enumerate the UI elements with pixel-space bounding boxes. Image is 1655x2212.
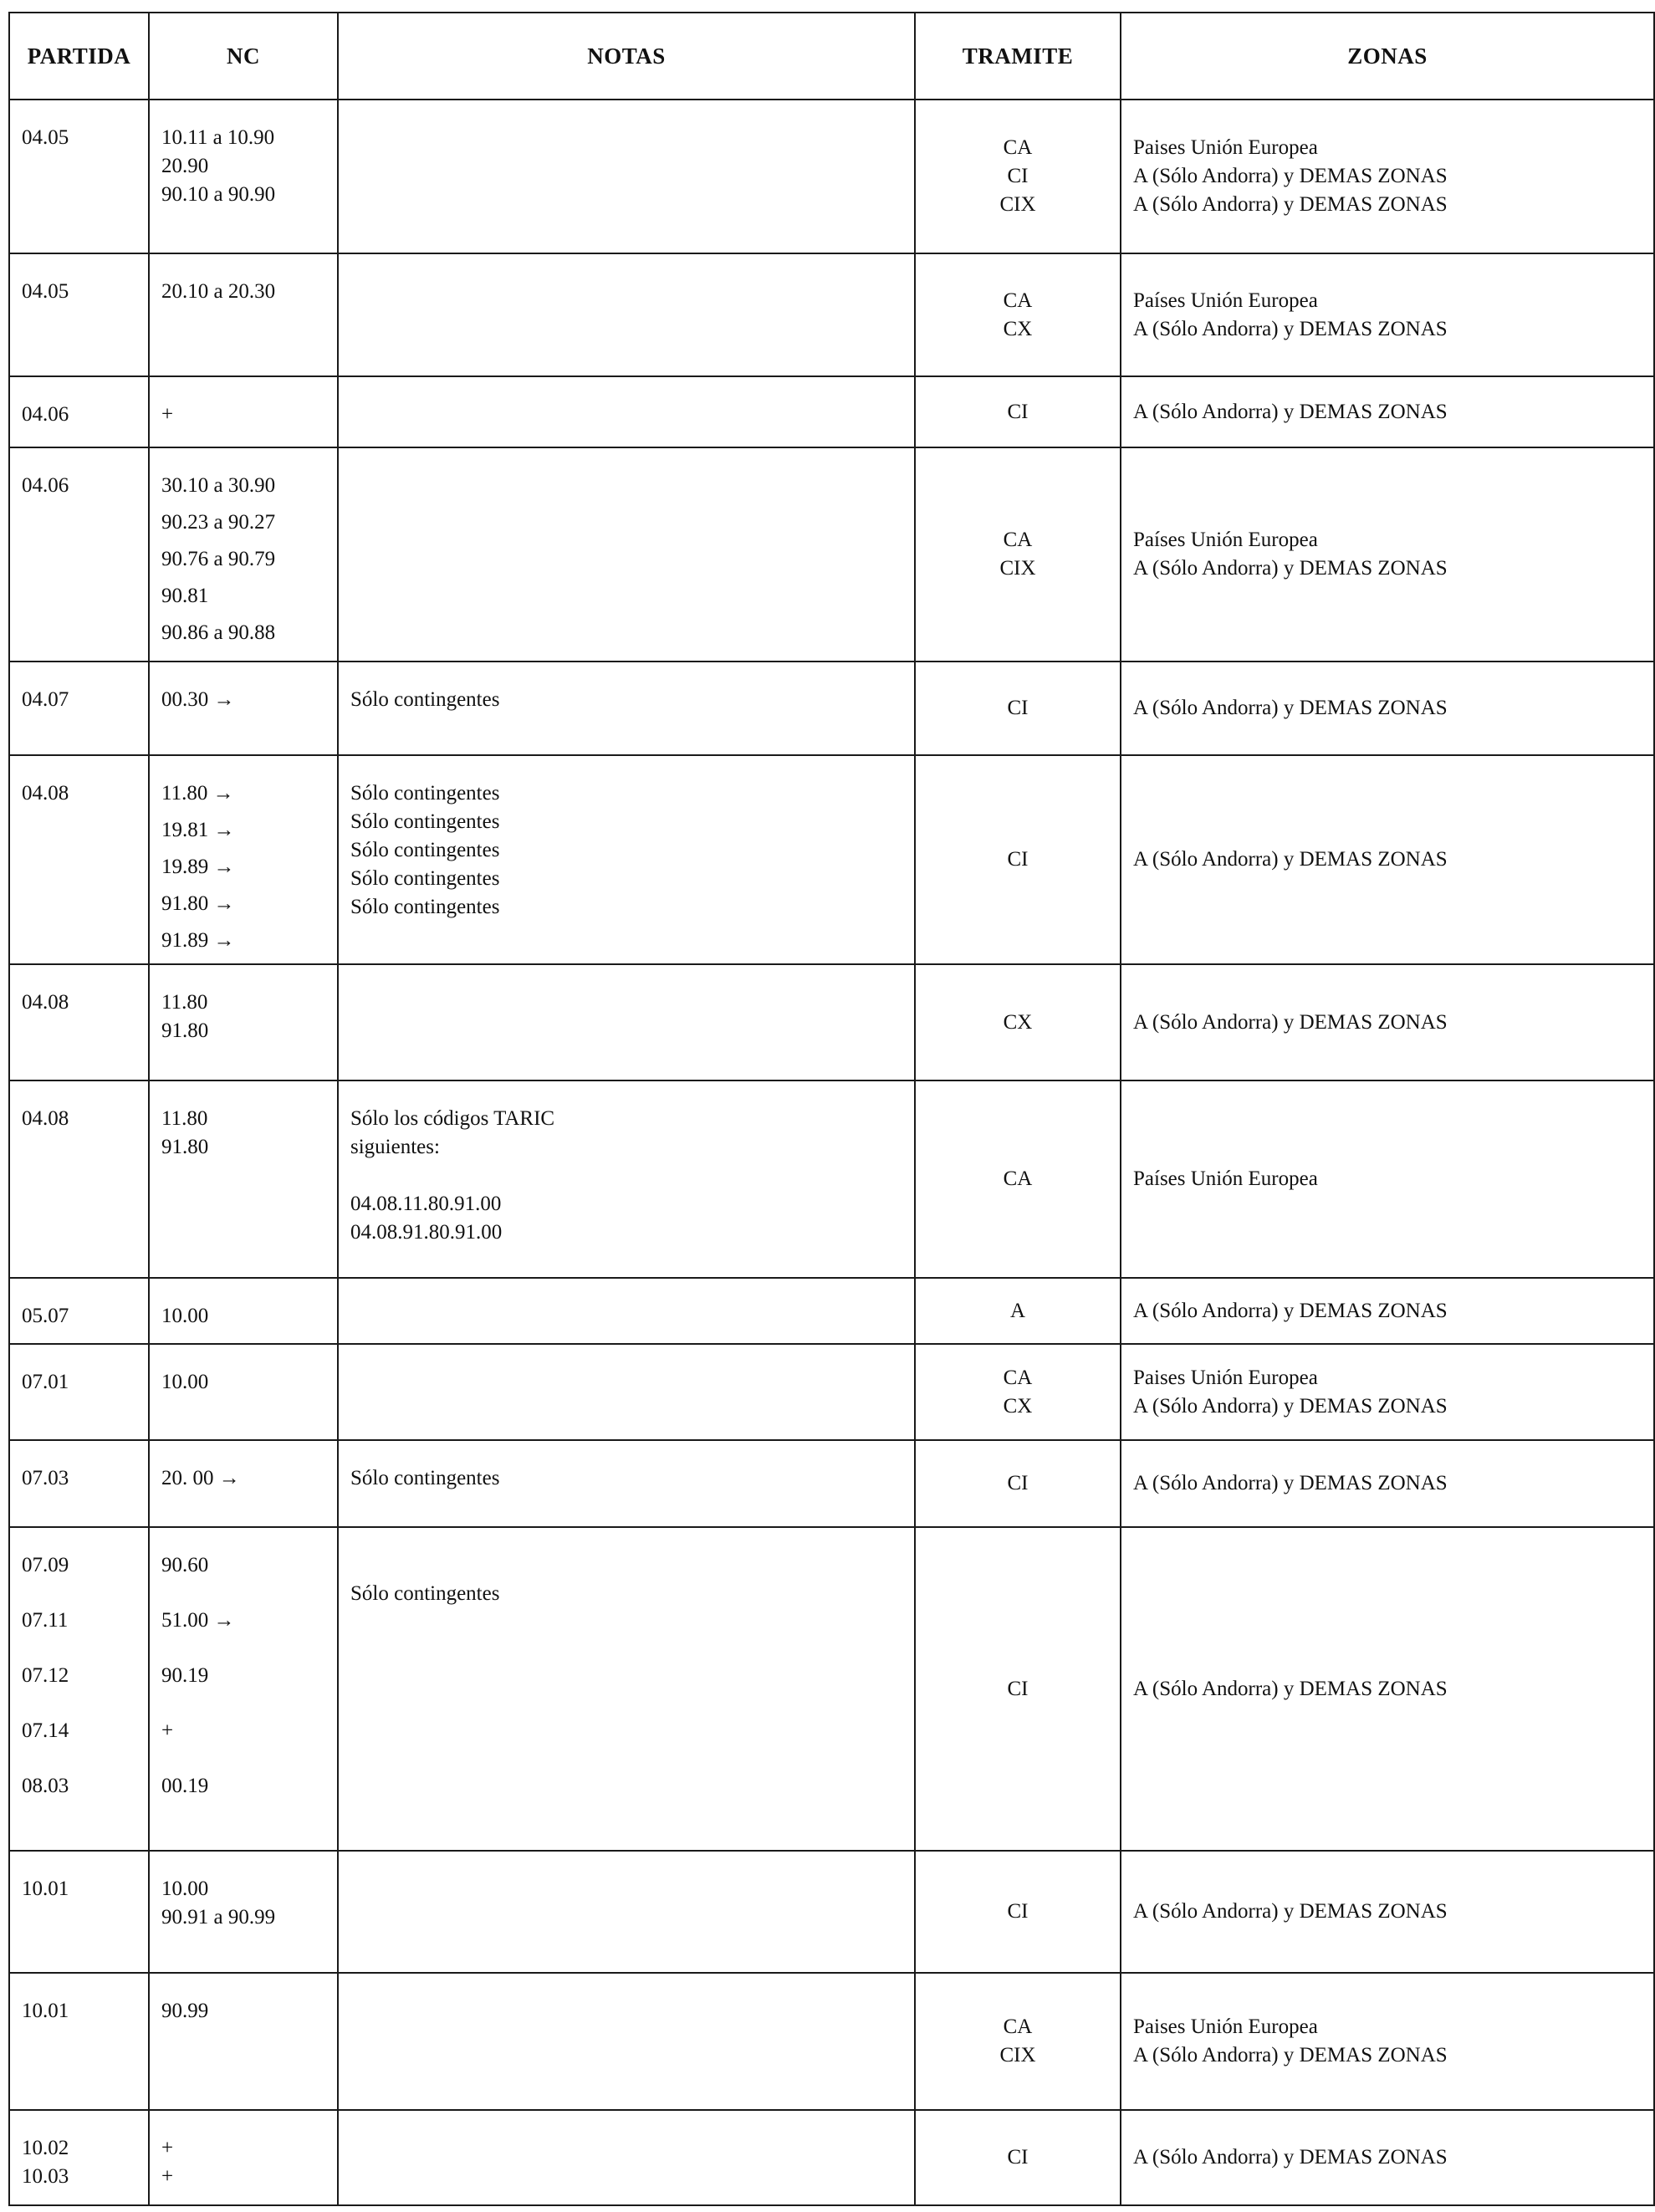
- partida-cell: [9, 662, 149, 755]
- table-row: [9, 1278, 1654, 1344]
- nc-cell: [149, 100, 338, 253]
- nc-cell: [149, 964, 338, 1080]
- tramite-cell: [915, 755, 1121, 964]
- nc-line: 91.80 →: [161, 892, 235, 915]
- nc-line: 10.00: [161, 1371, 209, 1393]
- tramite-line: CI: [1007, 1472, 1029, 1494]
- table-row: [9, 376, 1654, 447]
- nc-line: 19.89 →: [161, 856, 235, 878]
- zonas-line: Paises Unión Europea: [1133, 2015, 1318, 2038]
- zonas-line: A (Sólo Andorra) y DEMAS ZONAS: [1133, 193, 1448, 216]
- zonas-line: A (Sólo Andorra) y DEMAS ZONAS: [1133, 2044, 1448, 2066]
- partida-line: 10.02: [22, 2137, 69, 2159]
- notas-cell: [338, 1851, 915, 1973]
- zonas-line: A (Sólo Andorra) y DEMAS ZONAS: [1133, 165, 1448, 187]
- nc-cell: [149, 755, 338, 964]
- zonas-cell: [1121, 964, 1654, 1080]
- nc-line: 90.91 a 90.99: [161, 1906, 276, 1928]
- nc-line: 30.10 a 30.90: [161, 474, 276, 497]
- nc-line: +: [161, 403, 174, 426]
- zonas-line: Países Unión Europea: [1133, 1167, 1318, 1190]
- zonas-line: A (Sólo Andorra) y DEMAS ZONAS: [1133, 400, 1448, 423]
- partida-line: 10.01: [22, 2000, 69, 2022]
- nc-line: 90.76 a 90.79: [161, 548, 276, 570]
- zonas-cell: [1121, 100, 1654, 253]
- tramite-cell: [915, 376, 1121, 447]
- notas-cell: [338, 1278, 915, 1344]
- tramite-line: CI: [1007, 848, 1029, 871]
- nc-line: 11.80: [161, 1107, 208, 1130]
- partida-cell: [9, 1344, 149, 1440]
- zonas-line: Paises Unión Europea: [1133, 136, 1318, 159]
- nc-line: 00.19: [161, 1775, 209, 1797]
- tramite-line: CI: [1007, 1900, 1029, 1923]
- notas-line: 04.08.91.80.91.00: [350, 1221, 503, 1244]
- tramite-cell: [915, 1080, 1121, 1278]
- zonas-cell: [1121, 447, 1654, 662]
- zonas-line: A (Sólo Andorra) y DEMAS ZONAS: [1133, 1472, 1448, 1494]
- partida-line: 04.07: [22, 688, 69, 711]
- table-row: [9, 1440, 1654, 1527]
- partida-line: 10.03: [22, 2165, 69, 2188]
- tramite-cell: [915, 1344, 1121, 1440]
- notas-line: Sólo contingentes: [350, 896, 500, 918]
- table-row: [9, 964, 1654, 1080]
- notas-line: 04.08.11.80.91.00: [350, 1193, 502, 1215]
- zonas-line: A (Sólo Andorra) y DEMAS ZONAS: [1133, 697, 1448, 719]
- notas-cell: [338, 100, 915, 253]
- notas-cell: [338, 755, 915, 964]
- tramite-cell: [915, 2110, 1121, 2205]
- partida-line: 07.03: [22, 1467, 69, 1489]
- zonas-line: A (Sólo Andorra) y DEMAS ZONAS: [1133, 1010, 1448, 1034]
- nc-line: 91.89 →: [161, 929, 235, 952]
- nc-line: 90.10 a 90.90: [161, 183, 276, 206]
- zonas-line: A (Sólo Andorra) y DEMAS ZONAS: [1133, 1394, 1448, 1418]
- zonas-cell: [1121, 1973, 1654, 2110]
- partida-cell: [9, 376, 149, 447]
- partida-line: 07.11: [22, 1609, 69, 1632]
- notas-line: Sólo contingentes: [350, 782, 500, 805]
- tramite-line: CI: [1007, 400, 1029, 423]
- nc-line: 91.80: [161, 1019, 209, 1042]
- tramite-cell: [915, 100, 1121, 253]
- nc-line: 10.11 a 10.90: [161, 126, 275, 149]
- zonas-cell: [1121, 1440, 1654, 1527]
- partida-line: 07.14: [22, 1719, 69, 1742]
- nc-line: 10.00: [161, 1305, 209, 1327]
- partida-line: 07.12: [22, 1664, 69, 1687]
- nc-cell: [149, 447, 338, 662]
- tramite-line: CI: [1007, 2146, 1029, 2169]
- tramite-line: CA: [1003, 289, 1033, 312]
- notas-cell: [338, 1973, 915, 2110]
- tramite-line: CIX: [999, 557, 1036, 580]
- zonas-line: A (Sólo Andorra) y DEMAS ZONAS: [1133, 1299, 1448, 1322]
- partida-line: 04.05: [22, 280, 69, 303]
- nc-cell: [149, 1527, 338, 1851]
- partida-cell: [9, 100, 149, 253]
- nc-line: +: [161, 1719, 174, 1742]
- partida-line: 04.08: [22, 782, 69, 805]
- table-row: [9, 253, 1654, 376]
- nc-line: 20.90: [161, 155, 209, 177]
- zonas-line: A (Sólo Andorra) y DEMAS ZONAS: [1133, 557, 1448, 580]
- tramite-line: CA: [1003, 1366, 1033, 1389]
- tramite-line: CI: [1007, 165, 1029, 187]
- table-row: [9, 755, 1654, 964]
- tramite-line: CX: [1003, 317, 1033, 340]
- table-row: [9, 1973, 1654, 2110]
- partida-line: 07.01: [22, 1371, 69, 1393]
- partida-cell: [9, 964, 149, 1080]
- nc-line: 90.99: [161, 2000, 209, 2022]
- nc-line: 10.00: [161, 1877, 209, 1900]
- partida-cell: [9, 253, 149, 376]
- nc-cell: [149, 1080, 338, 1278]
- header-zonas: ZONAS: [1121, 13, 1654, 100]
- nc-cell: [149, 376, 338, 447]
- tariff-table: [8, 12, 1655, 2206]
- notas-cell: [338, 376, 915, 447]
- nc-line: 91.80: [161, 1136, 209, 1158]
- table-row: [9, 1080, 1654, 1278]
- table-row: [9, 100, 1654, 253]
- notas-cell: [338, 447, 915, 662]
- nc-line: 90.19: [161, 1664, 209, 1687]
- tramite-line: CIX: [999, 2044, 1036, 2066]
- partida-line: 04.05: [22, 126, 69, 149]
- partida-cell: [9, 447, 149, 662]
- notas-line: [350, 1551, 914, 1580]
- tramite-cell: [915, 1440, 1121, 1527]
- tramite-line: CI: [1007, 697, 1029, 719]
- header-nc: NC: [149, 13, 338, 100]
- zonas-line: Países Unión Europea: [1133, 529, 1318, 551]
- tramite-line: CIX: [999, 193, 1036, 216]
- tramite-cell: [915, 1278, 1121, 1344]
- nc-cell: [149, 253, 338, 376]
- table-row: [9, 1527, 1654, 1851]
- partida-line: 04.08: [22, 1107, 69, 1130]
- partida-line: 08.03: [22, 1775, 69, 1797]
- partida-cell: [9, 2110, 149, 2205]
- header-notas: NOTAS: [338, 13, 915, 100]
- nc-cell: [149, 662, 338, 755]
- notas-line: Sólo contingentes: [350, 1467, 500, 1489]
- tramite-line: CA: [1003, 136, 1033, 159]
- nc-cell: [149, 1344, 338, 1440]
- partida-cell: [9, 1527, 149, 1851]
- nc-line: 20.10 a 20.30: [161, 280, 276, 303]
- table-header: [9, 13, 1654, 100]
- notas-cell: [338, 1440, 915, 1527]
- notas-line: siguientes:: [350, 1136, 440, 1158]
- notas-cell: [338, 1527, 915, 1851]
- notas-line: Sólo contingentes: [350, 688, 500, 711]
- zonas-cell: [1121, 376, 1654, 447]
- zonas-line: Países Unión Europea: [1133, 289, 1318, 312]
- tramite-line: CA: [1003, 2015, 1033, 2038]
- nc-line: 90.23 a 90.27: [161, 511, 276, 534]
- zonas-line: Paises Unión Europea: [1133, 1366, 1318, 1389]
- nc-line: 00.30 →: [161, 688, 235, 711]
- nc-cell: [149, 1278, 338, 1344]
- notas-line: Sólo los códigos TARIC: [350, 1107, 555, 1130]
- partida-line: 07.09: [22, 1554, 69, 1576]
- notas-cell: [338, 1344, 915, 1440]
- tramite-line: CX: [1003, 1010, 1033, 1034]
- zonas-cell: [1121, 1080, 1654, 1278]
- table-row: [9, 1851, 1654, 1973]
- partida-cell: [9, 1440, 149, 1527]
- tramite-cell: [915, 447, 1121, 662]
- tramite-line: A: [1009, 1299, 1026, 1322]
- partida-cell: [9, 1851, 149, 1973]
- notas-line: [350, 1162, 914, 1190]
- zonas-cell: [1121, 755, 1654, 964]
- table-row: [9, 2110, 1654, 2205]
- nc-cell: [149, 1851, 338, 1973]
- nc-line: 11.80 →: [161, 782, 234, 805]
- notas-line: Sólo contingentes: [350, 810, 500, 833]
- nc-cell: [149, 1440, 338, 1527]
- nc-line: 20. 00 →: [161, 1467, 240, 1489]
- partida-line: 04.06: [22, 403, 69, 426]
- partida-cell: [9, 1080, 149, 1278]
- nc-cell: [149, 1973, 338, 2110]
- partida-cell: [9, 755, 149, 964]
- zonas-cell: [1121, 1278, 1654, 1344]
- nc-line: +: [161, 2165, 174, 2188]
- tramite-cell: [915, 1527, 1121, 1851]
- header-partida: PARTIDA: [9, 13, 149, 100]
- nc-line: 19.81 →: [161, 819, 235, 841]
- tramite-cell: [915, 662, 1121, 755]
- zonas-line: A (Sólo Andorra) y DEMAS ZONAS: [1133, 317, 1448, 340]
- table-row: [9, 1344, 1654, 1440]
- zonas-cell: [1121, 1851, 1654, 1973]
- nc-line: 90.60: [161, 1554, 209, 1576]
- partida-cell: [9, 1278, 149, 1344]
- nc-line: 90.81: [161, 585, 209, 607]
- zonas-line: A (Sólo Andorra) y DEMAS ZONAS: [1133, 2146, 1448, 2169]
- partida-cell: [9, 1973, 149, 2110]
- partida-line: 05.07: [22, 1305, 69, 1327]
- zonas-line: A (Sólo Andorra) y DEMAS ZONAS: [1133, 1677, 1448, 1700]
- tramite-line: CA: [1003, 529, 1033, 551]
- tramite-cell: [915, 253, 1121, 376]
- nc-line: 90.86 a 90.88: [161, 621, 276, 644]
- header-tramite: TRAMITE: [915, 13, 1121, 100]
- tramite-line: CX: [1003, 1394, 1033, 1418]
- tramite-line: CI: [1007, 1677, 1029, 1700]
- zonas-cell: [1121, 1344, 1654, 1440]
- notas-cell: [338, 662, 915, 755]
- zonas-cell: [1121, 662, 1654, 755]
- zonas-cell: [1121, 253, 1654, 376]
- header-row: [9, 13, 1654, 100]
- zonas-cell: [1121, 1527, 1654, 1851]
- nc-cell: [149, 2110, 338, 2205]
- notas-line: Sólo contingentes: [350, 867, 500, 890]
- partida-line: 10.01: [22, 1877, 69, 1900]
- tramite-cell: [915, 1851, 1121, 1973]
- notas-cell: [338, 253, 915, 376]
- zonas-line: A (Sólo Andorra) y DEMAS ZONAS: [1133, 1900, 1448, 1923]
- partida-line: 04.06: [22, 474, 69, 497]
- notas-cell: [338, 964, 915, 1080]
- table-row: [9, 662, 1654, 755]
- nc-line: 11.80: [161, 991, 208, 1014]
- tramite-line: CA: [1003, 1167, 1033, 1190]
- table-row: [9, 447, 1654, 662]
- notas-line: Sólo contingentes: [350, 1582, 500, 1605]
- partida-line: 04.08: [22, 991, 69, 1014]
- notas-cell: [338, 2110, 915, 2205]
- notas-cell: [338, 1080, 915, 1278]
- tramite-cell: [915, 1973, 1121, 2110]
- zonas-cell: [1121, 2110, 1654, 2205]
- notas-line: Sólo contingentes: [350, 839, 500, 861]
- nc-line: 51.00 →: [161, 1609, 235, 1632]
- table-body: [9, 100, 1654, 2205]
- zonas-line: A (Sólo Andorra) y DEMAS ZONAS: [1133, 848, 1448, 871]
- nc-line: +: [161, 2137, 174, 2159]
- tramite-cell: [915, 964, 1121, 1080]
